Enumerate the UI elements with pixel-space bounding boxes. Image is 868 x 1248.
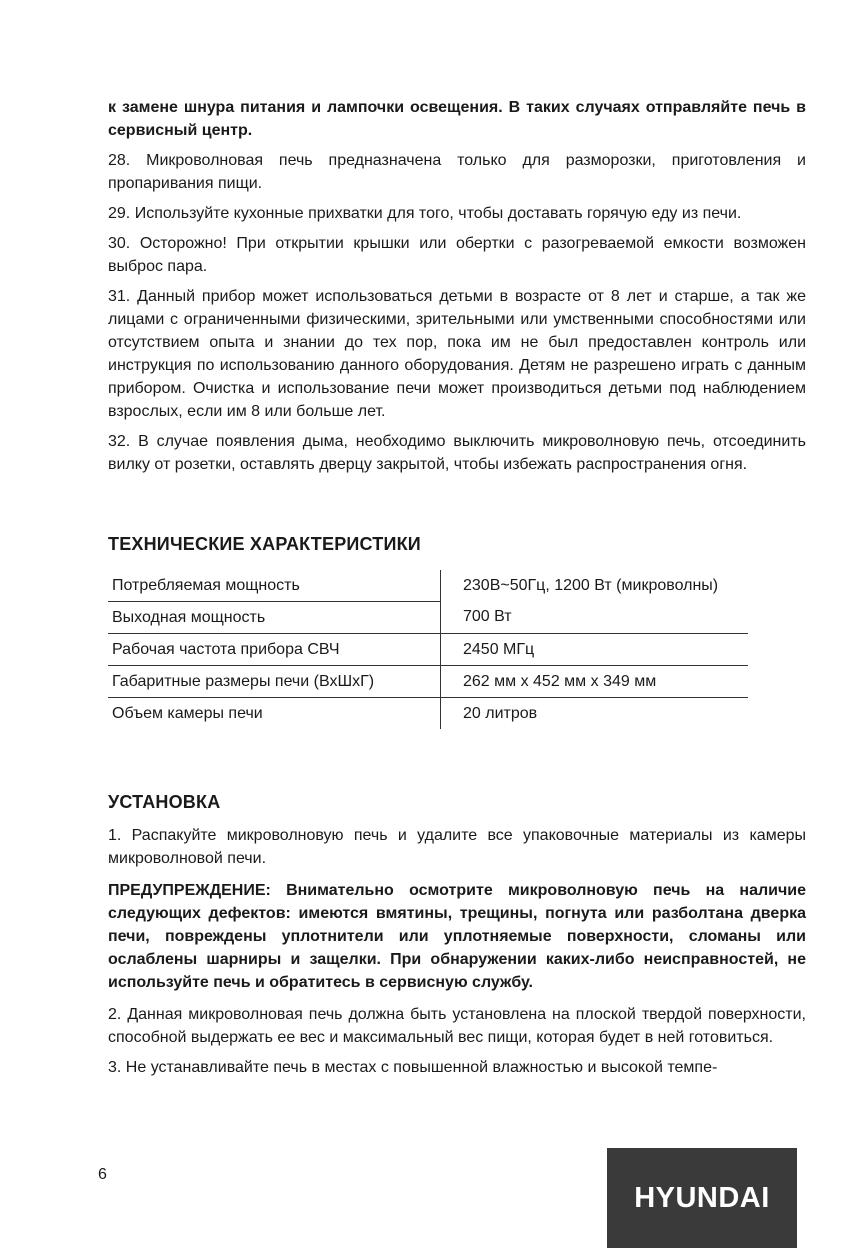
spec-value: 230В~50Гц, 1200 Вт (микроволны) xyxy=(463,576,719,594)
spec-label: Габаритные размеры печи (ВхШхГ) xyxy=(108,666,441,698)
paragraph-30: 30. Осторожно! При открытии крышки или обертки с разогреваемой емкости возможен выброс пара. xyxy=(108,235,806,275)
paragraph-29: 29. Используйте кухонные прихватки для того, чтобы доставать горячую еду из печи. xyxy=(108,205,742,222)
install-step-3: 3. Не устанавливайте печь в местах с повышенной влажностью и высокой темпе- xyxy=(108,1059,718,1076)
table-row xyxy=(108,698,748,730)
spec-value: 700 Вт xyxy=(441,602,749,634)
install-step-1: 1. Распакуйте микроволновую печь и удалите все упаковочные материалы из камеры микроволновой печи. xyxy=(108,827,806,867)
spec-value: 2450 МГц xyxy=(441,634,749,666)
spec-label: Объем камеры печи xyxy=(108,698,441,730)
spec-label: Выходная мощность xyxy=(108,602,441,634)
install-warning: ПРЕДУПРЕЖДЕНИЕ: Внимательно осмотрите микроволновую печь на наличие следующих дефектов: имеются вмятины, трещины, погнута или разболтана дверка печи, повреждены уплотнители или уплотняемые поверхности, сломаны или ослаблены шарниры и защелки. При обнаружении каких-либо неисправностей, не используйте печь и обратитесь в сервисную службу. xyxy=(108,882,806,991)
specs-table xyxy=(108,570,748,729)
paragraph-continuation: к замене шнура питания и лампочки освещения. В таких случаях отправляйте печь в сервисный центр. xyxy=(108,99,806,139)
paragraph-28: 28. Микроволновая печь предназначена только для разморозки, приготовления и пропаривания пищи. xyxy=(108,152,806,192)
table-row xyxy=(108,634,748,666)
install-text xyxy=(108,824,806,1079)
install-heading: УСТАНОВКА xyxy=(108,792,221,812)
page-number: 6 xyxy=(98,1166,107,1183)
table-row xyxy=(108,570,748,602)
top-text xyxy=(108,96,806,476)
table-row xyxy=(108,602,748,634)
install-step-2: 2. Данная микроволновая печь должна быть установлена на плоской твердой поверхности, способной выдержать ее вес и максимальный вес пищи, которая будет в ней готовиться. xyxy=(108,1006,806,1046)
specs-heading: ТЕХНИЧЕСКИЕ ХАРАКТЕРИСТИКИ xyxy=(108,534,421,554)
spec-value: 262 мм х 452 мм х 349 мм xyxy=(441,666,749,698)
paragraph-32: 32. В случае появления дыма, необходимо выключить микроволновую печь, отсоединить вилку от розетки, оставлять дверцу закрытой, чтобы избежать распространения огня. xyxy=(108,433,806,473)
spec-label: Потребляемая мощность xyxy=(108,570,441,602)
spec-value: 20 литров xyxy=(463,704,538,722)
spec-label: Рабочая частота прибора СВЧ xyxy=(108,634,441,666)
brand-logo: HYUNDAI xyxy=(607,1148,797,1248)
table-row xyxy=(108,666,748,698)
paragraph-31: 31. Данный прибор может использоваться детьми в возрасте от 8 лет и старше, а так же лицами с ограниченными физическими, зрительными или умственными способностями или отсутствием опыта и знании до тех пор, пока им не был предоставлен контроль или инструкция по использованию данного оборудования. Детям не разрешено играть с данным прибором. Очистка и использование печи может производиться детьми под наблюдением взрослых, если им 8 или больше лет. xyxy=(108,288,806,420)
